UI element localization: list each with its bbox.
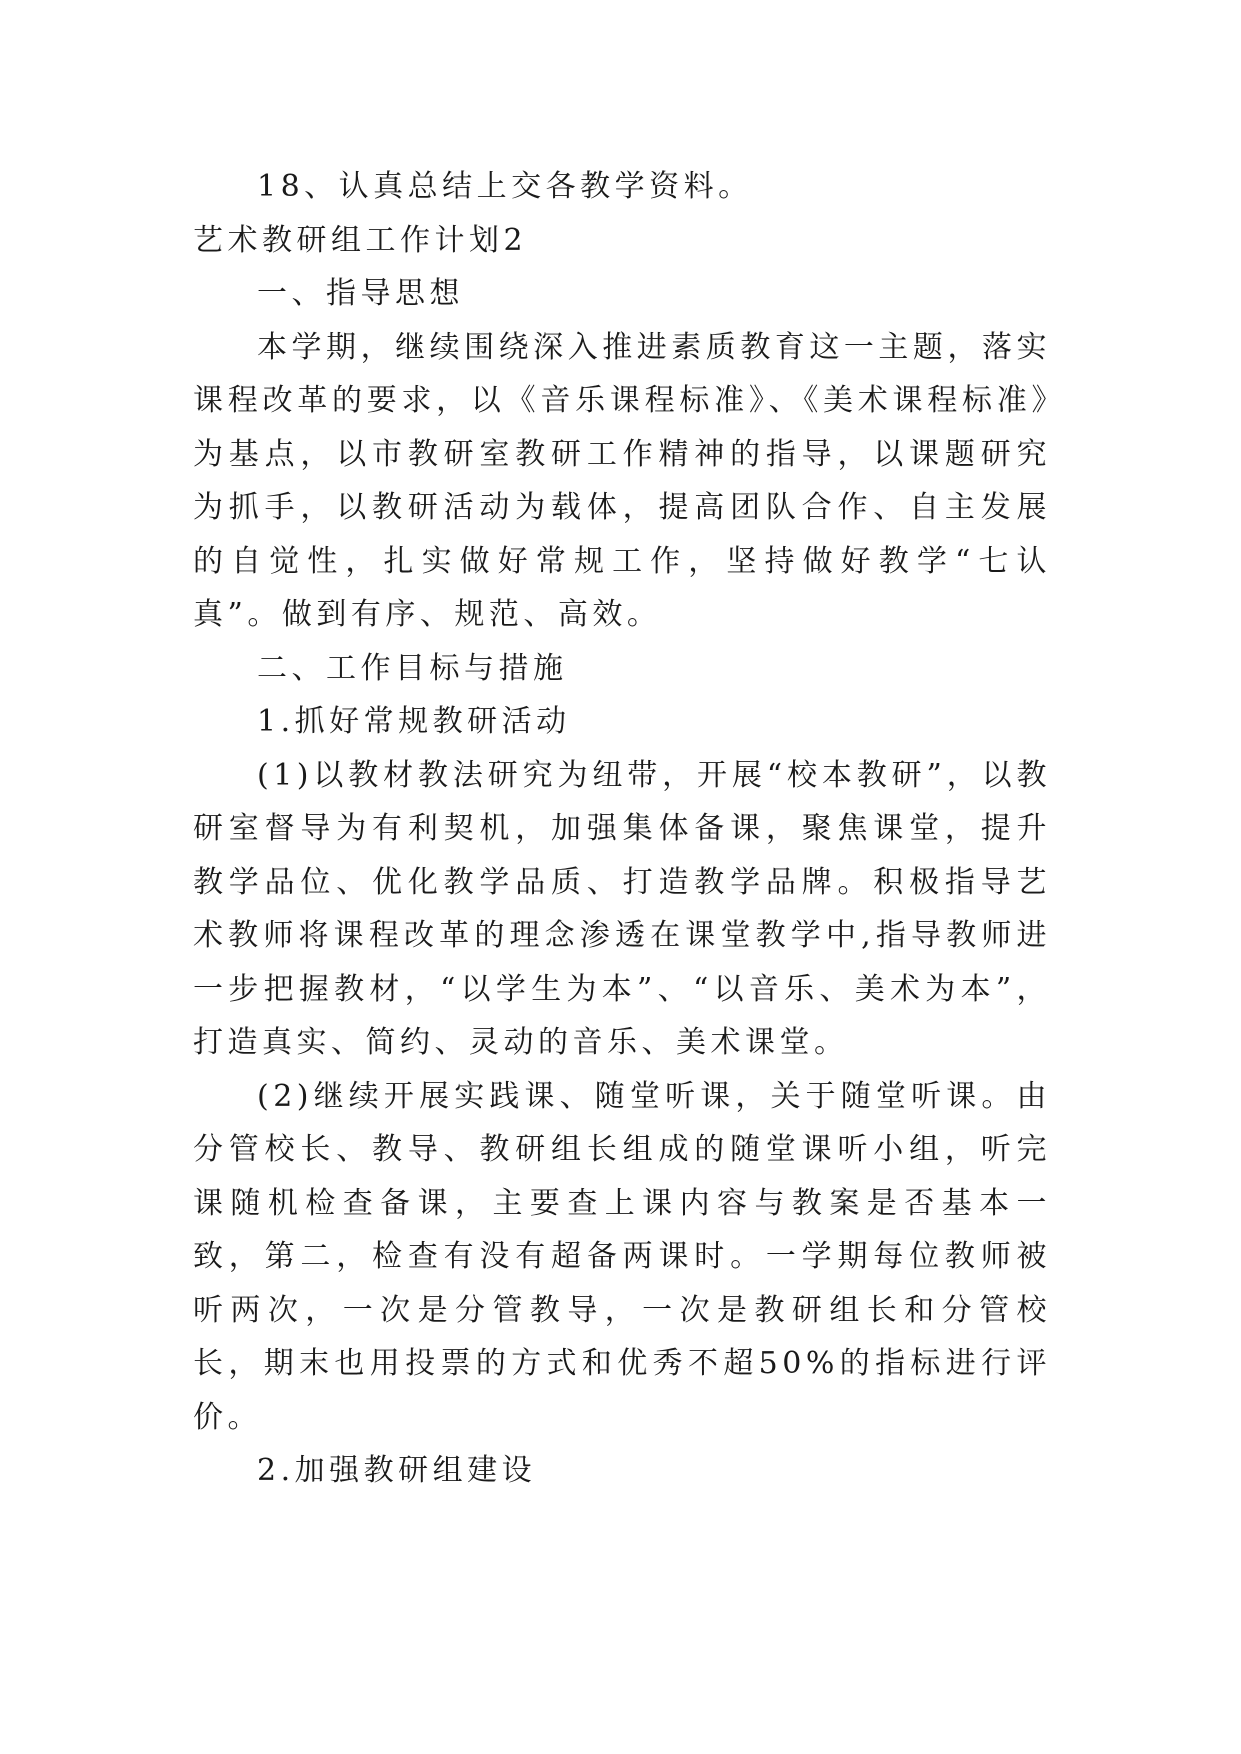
subheading-group-building: 2.加强教研组建设 [257, 1453, 537, 1488]
list-item-18: 18、认真总结上交各教学资料。 [257, 169, 753, 204]
document-body [193, 160, 1051, 1498]
section-title: 艺术教研组工作计划2 [193, 222, 528, 258]
paragraph-guiding-thought: 本学期，继续围绕深入推进素质教育这一主题，落实课程改革的要求，以《音乐课程标准》、《美术课程标准》为基点，以市教研室教研工作精神的指导，以课题研究为抓手，以教研活动为载体，提高团队合作、自主发展的自觉性，扎实做好常规工作，坚持做好教学“七认真”。做到有序、规范、高效。 [193, 329, 1051, 632]
paragraph-item-1: (1)以教材教法研究为纽带，开展“校本教研”，以教研室督导为有利契机，加强集体备课，聚焦课堂，提升教学品位、优化教学品质、打造教学品牌。积极指导艺术教师将课程改革的理念渗透在课堂教学中,指导教师进一步把握教材，“以学生为本”、“以音乐、美术为本”，打造真实、简约、灵动的音乐、美术课堂。 [193, 757, 1051, 1060]
heading-goals-measures: 二、工作目标与措施 [257, 650, 568, 686]
heading-guiding-thought: 一、指导思想 [257, 276, 464, 311]
subheading-routine-research: 1.抓好常规教研活动 [257, 704, 571, 739]
paragraph-item-2: (2)继续开展实践课、随堂听课，关于随堂听课。由分管校长、教导、教研组长组成的随堂课听小组，听完课随机检查备课，主要查上课内容与教案是否基本一致，第二，检查有没有超备两课时。一学期每位教师被听两次，一次是分管教导，一次是教研组长和分管校长，期末也用投票的方式和优秀不超50%的指标进行评价。 [193, 1078, 1051, 1435]
